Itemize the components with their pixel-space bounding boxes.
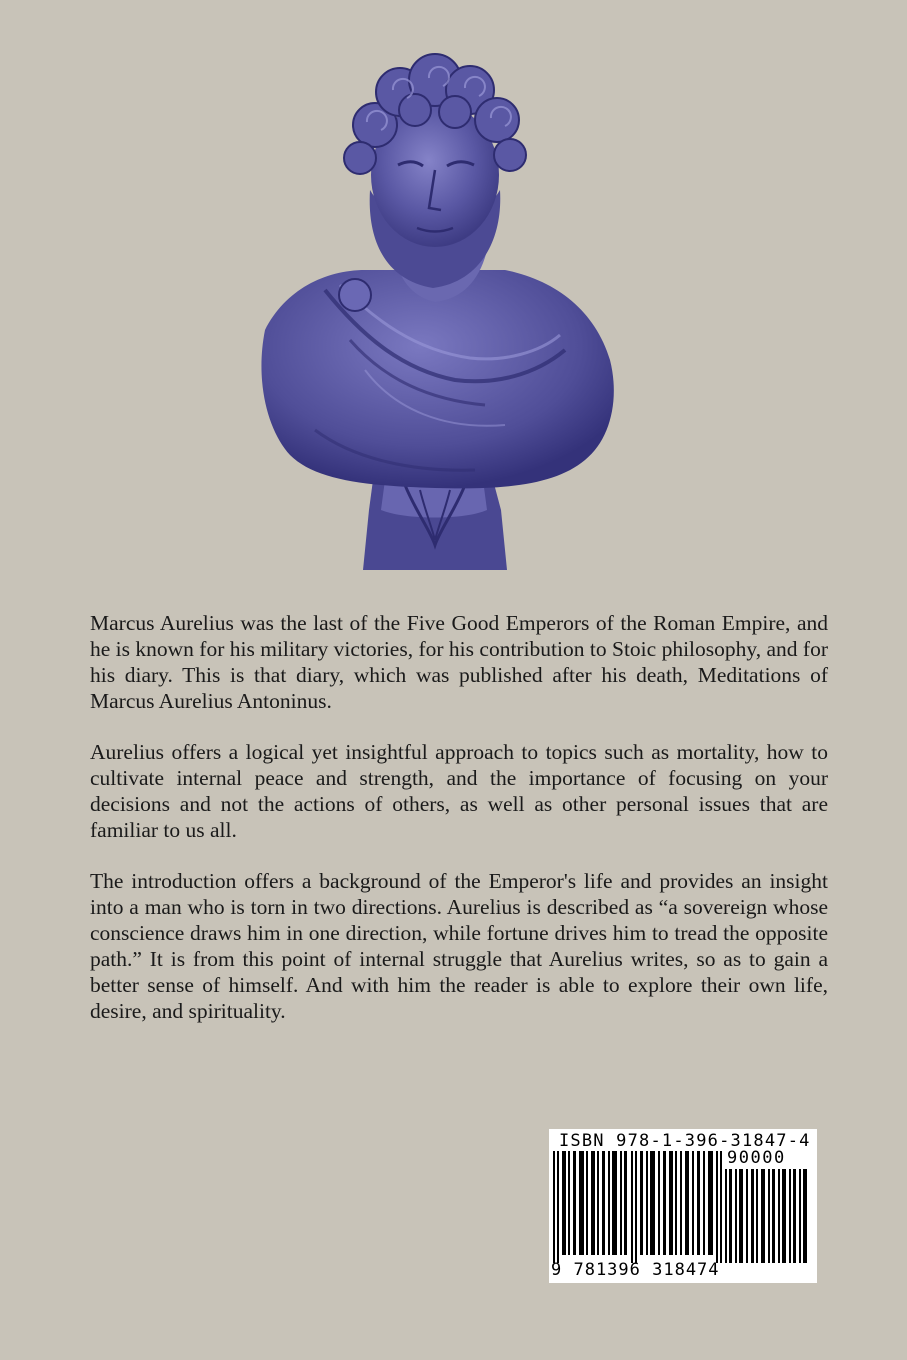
marcus-aurelius-bust-image bbox=[255, 40, 625, 580]
blurb-paragraph: The introduction offers a background of the Emperor's life and provides an insight into a man who is torn in two directions. Aurelius is described as “a sovereign whose conscience draws him in one direction, while fortune drives him to tread the opposite path.” It is from this point of internal struggle that Aurelius writes, so as to gain a better sense of himself. And with him the reader is able to explore their own life, desire, and spirituality. bbox=[90, 869, 828, 1023]
addon-barcode-bars bbox=[725, 1169, 811, 1263]
price-code: 90000 bbox=[727, 1148, 786, 1168]
blurb-paragraph: Marcus Aurelius was the last of the Five Good Emperors of the Roman Empire, and he is known for his military victories, for his contribution to Stoic philosophy, and for his diary. This is that diary, which was published after his death, Meditations of Marcus Aurelius Antoninus. bbox=[90, 611, 828, 713]
blurb-paragraph: Aurelius offers a logical yet insightful approach to topics such as mortality, how to cultivate internal peace and strength, and the importance of focusing on your decisions and not the actions of others, as well as other personal issues that are familiar to us all. bbox=[90, 740, 828, 842]
isbn-barcode bbox=[549, 1129, 817, 1283]
back-cover-blurb bbox=[90, 610, 828, 1049]
bust-illustration-icon bbox=[255, 40, 625, 580]
isbn-label: ISBN 978-1-396-31847-4 bbox=[559, 1131, 811, 1151]
ean-barcode-bars bbox=[553, 1151, 725, 1263]
ean-digits: 9 781396 318474 bbox=[551, 1260, 720, 1280]
